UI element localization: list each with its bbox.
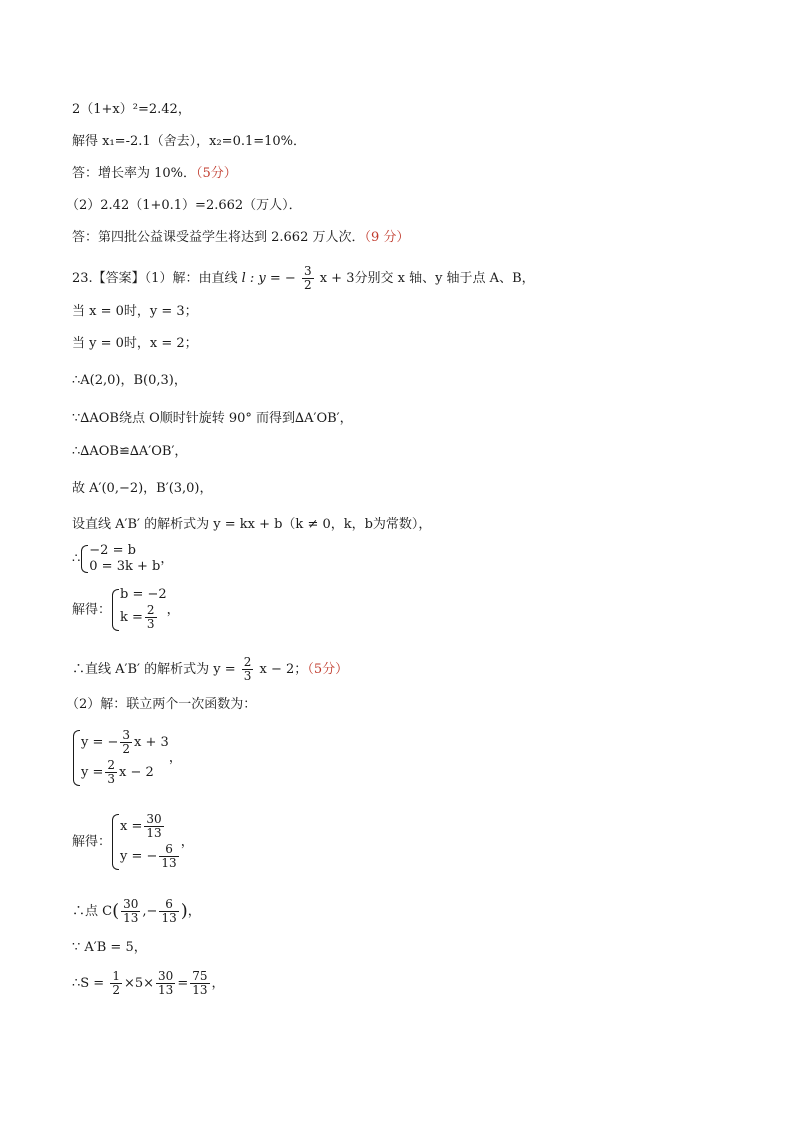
line-5 xyxy=(72,228,409,248)
score-label: （9 分） xyxy=(364,230,410,245)
q23-intro-rest: x + 3分别交 x 轴、y 轴于点 A、B， xyxy=(319,271,535,286)
line-21: ∵ A′B = 5， xyxy=(72,940,147,955)
score-label: （5分） xyxy=(307,662,349,677)
fraction: $\frac{3}{2}$ xyxy=(303,264,312,292)
line-3 xyxy=(72,164,237,184)
q23-intro: 23.【答案】（1）解：由直线 xyxy=(72,271,238,286)
equation-system: y = − $\frac{3}{2}$ x + 3 y = $\frac{2}{3}$ x − 2 xyxy=(72,728,169,788)
fraction: $\frac{30}{13}$ xyxy=(158,969,174,997)
fraction: $\frac{2}{3}$ xyxy=(107,758,116,786)
line-2: 解得 x₁=-2.1（舍去），x₂=0.1=10%． xyxy=(72,134,307,149)
line-15: 解得： b = −2 k = $\frac{2}{3}$ ， xyxy=(72,587,180,631)
line-17: （2）解：联立两个一次函数为： xyxy=(66,697,257,712)
line-20: ∴点 C( $\frac{30}{13}$ ,− $\frac{6}{13}$ )， xyxy=(72,897,201,925)
fraction: $\frac{1}{2}$ xyxy=(112,969,120,997)
fraction: $\frac{2}{3}$ xyxy=(243,655,252,683)
score-label: （5分） xyxy=(196,166,237,181)
line-11: ∴∆AOB≌∆A′OB′， xyxy=(72,444,188,459)
line-4: （2）2.42（1+0.1）=2.662（万人）． xyxy=(66,198,302,213)
fraction: $\frac{3}{2}$ xyxy=(122,728,131,756)
line-18: y = − $\frac{3}{2}$ x + 3 y = $\frac{2}{3}$ x − 2 ， xyxy=(72,728,182,788)
fraction: $\frac{2}{3}$ xyxy=(146,603,155,631)
line-9: ∴A(2,0)，B(0,3)， xyxy=(72,373,187,388)
fraction: $\frac{30}{13}$ xyxy=(146,812,162,840)
equation-l: l : y = − xyxy=(241,271,296,286)
answer-text: 答：第四批公益课受益学生将达到 2.662 万人次． xyxy=(72,230,365,245)
line-8: 当 y = 0时，x = 2； xyxy=(72,336,198,351)
fraction: $\frac{6}{13}$ xyxy=(161,842,177,870)
line-19: 解得： x = $\frac{30}{13}$ y = − $\frac{6}{13}$ ， xyxy=(72,812,194,870)
answer-text: 答：增长率为 10%． xyxy=(72,166,197,181)
line-6 xyxy=(72,265,535,292)
line-10: ∵∆AOB绕点 O顺时针旋转 90° 而得到∆A′OB′， xyxy=(72,411,353,426)
line-22: ∴S = $\frac{1}{2}$ ×5× $\frac{30}{13}$ = $\frac{75}{13}$ ， xyxy=(72,969,225,997)
fraction: $\frac{6}{13}$ xyxy=(161,897,177,925)
solution-system: x = $\frac{30}{13}$ y = − $\frac{6}{13}$ xyxy=(111,812,181,872)
line-13: 设直线 A′B′ 的解析式为 y = kx + b（k ≠ 0，k，b为常数）， xyxy=(72,517,432,532)
fraction: $\frac{30}{13}$ xyxy=(123,897,139,925)
line-12: 故 A′(0,−2)，B′(3,0)， xyxy=(72,481,213,496)
equation-system: −2 = b 0 = 3k + b xyxy=(80,543,160,575)
fraction: $\frac{75}{13}$ xyxy=(192,969,208,997)
line-16: ∴直线 A′B′ 的解析式为 y = $\frac{2}{3}$ x − 2；（5分） xyxy=(72,655,349,683)
line-14: ∴ −2 = b 0 = 3k + b ， xyxy=(72,543,174,574)
solution-system: b = −2 k = $\frac{2}{3}$ xyxy=(111,587,167,633)
line-7: 当 x = 0时，y = 3； xyxy=(72,304,198,319)
line-1: 2（1+x）²=2.42， xyxy=(72,102,191,117)
